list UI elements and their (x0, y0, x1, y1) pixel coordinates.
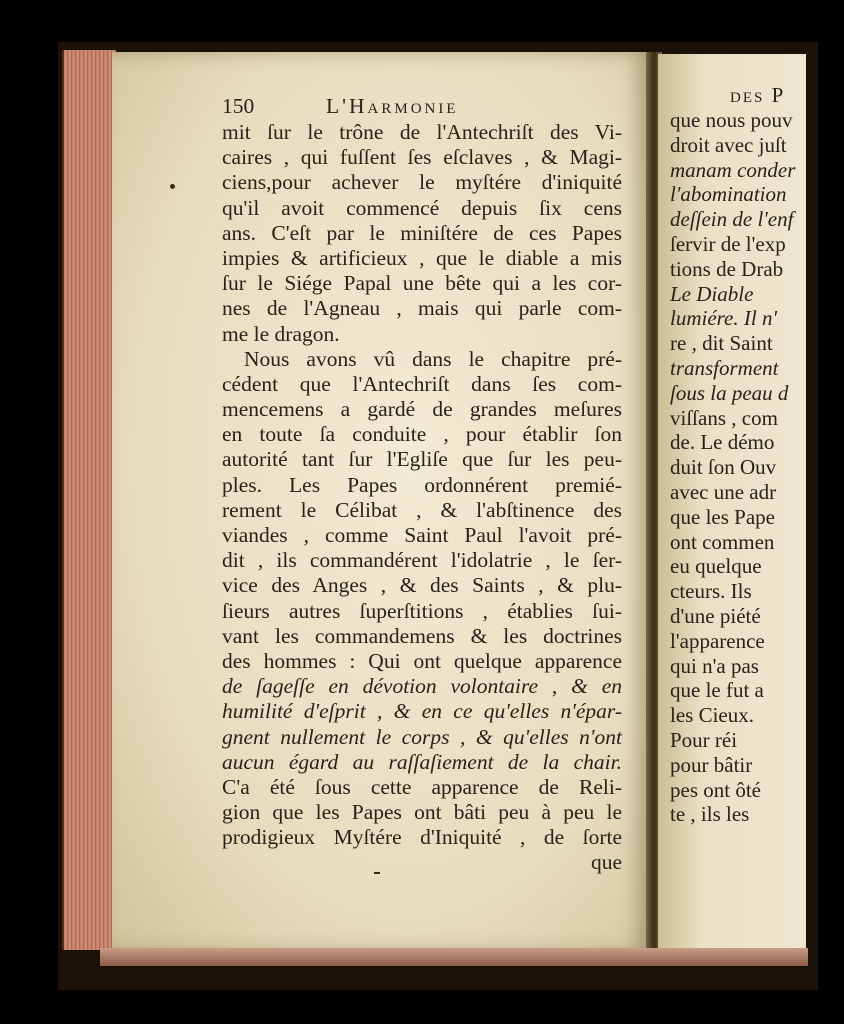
text-line: duit ſon Ouv (670, 455, 777, 480)
text-line: prodigieux Myſtére d'Iniquité , de ſorte (222, 825, 622, 850)
text-line: deſſein de l'enf (670, 207, 794, 232)
text-line: l'abomination (670, 182, 787, 207)
text-line: ciens,pour achever le myſtére d'iniquité (222, 170, 622, 195)
text-line: caires , qui fuſſent ſes eſclaves , & Magi- (222, 145, 622, 170)
text-line: cédent que l'Antechriſt dans ſes com- (222, 371, 622, 396)
text-line: des hommes : Qui ont quelque apparence (222, 648, 622, 673)
text-line: d'une piété (670, 603, 761, 628)
left-text-body (222, 120, 622, 876)
text-line: de. Le démo (670, 430, 775, 455)
text-line: cteurs. Ils (670, 579, 752, 604)
text-line: ſieurs autres ſuperſtitions , établies ſui- (222, 598, 622, 623)
text-line: manam conder (670, 157, 796, 182)
text-line: l'apparence (670, 628, 765, 653)
text-line: viſſans , com (670, 405, 778, 430)
text-line: que les Pape (670, 504, 775, 529)
text-line: vice des Anges , & des Saints , & plu- (222, 573, 622, 598)
text-line: nes de l'Agneau , mais qui parle com- (222, 296, 622, 321)
text-line: pes ont ôté (670, 777, 761, 802)
bottom-edge (100, 948, 808, 966)
text-line: re , dit Saint (670, 331, 773, 356)
text-line: avec une adr (670, 479, 777, 504)
text-line: que nous pouv (670, 108, 793, 132)
text-line: Le Diable (670, 281, 754, 306)
ink-dot (170, 184, 175, 189)
text-line: viandes , comme Saint Paul l'avoit pré- (222, 523, 622, 547)
text-line: qui n'a pas (670, 653, 759, 678)
text-line: Pour réi (670, 727, 738, 752)
page-edges (62, 50, 116, 950)
running-head (222, 92, 622, 120)
text-line: que le fut a (670, 678, 764, 703)
text-line: mit ſur le trône de l'Antechriſt des Vi- (222, 120, 622, 144)
text-line: humilité d'eſprit , & en ce qu'elles n'épar- (222, 699, 622, 724)
page-number: 150 (222, 94, 255, 118)
text-line: pour bâtir (670, 752, 753, 777)
text-line: ans. C'eſt par le miniſtére de ces Papes (222, 220, 622, 245)
text-line: C'a été ſous cette apparence de Reli- (222, 774, 622, 799)
text-line: ſous la peau d (670, 380, 789, 405)
text-line: ſur le Siége Papal une bête qui a les cor- (222, 271, 622, 296)
text-line: lumiére. Il n' (670, 306, 777, 331)
text-line: autorité tant ſur l'Egliſe que ſur les peu- (222, 447, 622, 472)
text-line: droit avec juſt (670, 132, 787, 157)
text-line: de ſageſſe en dévotion volontaire , & en (222, 674, 622, 699)
text-line: que (590, 850, 622, 875)
text-line: Nous avons vû dans le chapitre pré- (244, 346, 622, 371)
left-page-text (222, 92, 622, 876)
text-line: ont commen (670, 529, 775, 554)
text-line: me le dragon. (222, 321, 340, 346)
text-line: les Cieux. (670, 703, 754, 728)
text-line: dit , ils commandérent l'idolatrie , le ſer- (222, 548, 622, 573)
text-line: vant les commandemens & les doctrines (222, 623, 622, 648)
right-text-body (670, 108, 844, 827)
text-line: aucun égard au raſſaſiement de la chair. (222, 749, 622, 774)
text-line: ſervir de l'exp (670, 231, 786, 256)
text-line: qu'il avoit commencé depuis ſix cens (222, 195, 622, 220)
running-title: L'Harmonie (326, 94, 459, 118)
text-line: mencemens a gardé de grandes meſures (222, 397, 622, 422)
text-line: gion que les Papes ont bâti peu à peu le (222, 800, 622, 825)
text-line: gnent nullement le corps , & qu'elles n'ont (222, 724, 622, 749)
text-line: ples. Les Papes ordonnérent premié- (222, 472, 622, 497)
text-line: rement le Célibat , & l'abſtinence des (222, 497, 622, 522)
text-line: te , ils les (670, 802, 750, 827)
text-line: eu quelque (670, 554, 762, 579)
text-line: transforment (670, 355, 779, 380)
right-running-head: des P (730, 83, 786, 107)
text-line: tions de Drab (670, 256, 784, 281)
right-page-text (670, 82, 844, 827)
text-line: en toute ſa conduite , pour établir ſon (222, 422, 622, 447)
text-line: impies & artificieux , que le diable a mis (222, 245, 622, 270)
